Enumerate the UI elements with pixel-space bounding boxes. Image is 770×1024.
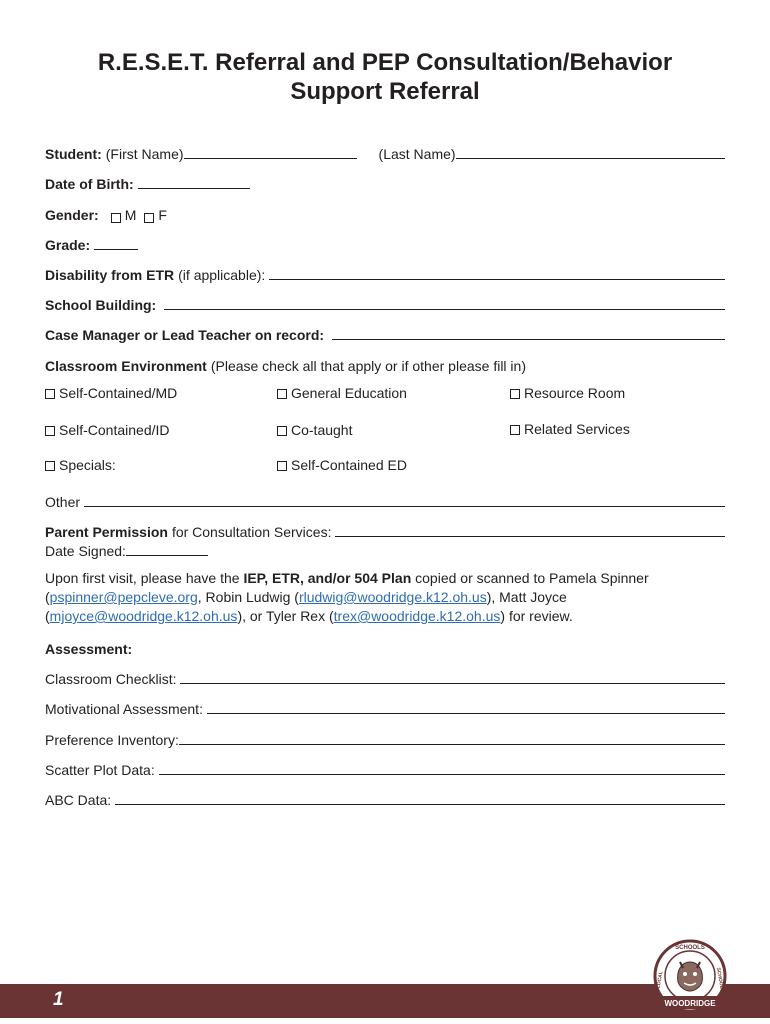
option-self-contained-ed[interactable]: Self-Contained ED <box>277 457 407 473</box>
assessment-item-label: Preference Inventory: <box>45 732 179 748</box>
email-link-spinner[interactable]: pspinner@pepcleve.org <box>49 589 198 605</box>
checkbox-icon[interactable] <box>277 426 287 436</box>
gender-label: Gender: <box>45 207 99 223</box>
option-specials[interactable]: Specials: <box>45 457 116 473</box>
school-row <box>45 293 725 313</box>
title-line-1: R.E.S.E.T. Referral and PEP Consultation/Behavior <box>97 49 673 76</box>
assessment-item-label: ABC Data: <box>45 792 112 808</box>
option-self-contained-md[interactable]: Self-Contained/MD <box>45 385 177 401</box>
first-name-label: (First Name) <box>105 146 184 162</box>
seal-right-text: SCHOOLS <box>714 967 726 993</box>
seal-bottom-text: WOODRIDGE <box>664 999 716 1008</box>
other-label: Other <box>45 494 81 510</box>
permission-label: Parent Permission <box>45 524 168 540</box>
first-name-field[interactable] <box>184 144 357 159</box>
gender-f-label: F <box>158 207 167 223</box>
permission-field[interactable] <box>335 522 725 537</box>
email-link-rex[interactable]: trex@woodridge.k12.oh.us <box>333 608 501 624</box>
woodridge-seal-logo <box>652 938 728 1018</box>
option-resource-room[interactable]: Resource Room <box>510 385 625 401</box>
permission-row <box>45 520 725 540</box>
option-general-education[interactable]: General Education <box>277 385 407 401</box>
seal-left-text: LOCAL <box>655 970 665 989</box>
scatter-plot-data-field[interactable] <box>159 760 725 775</box>
classroom-note: (Please check all that apply or if other please fill in) <box>210 358 526 374</box>
gender-m-checkbox[interactable] <box>111 213 121 223</box>
assessment-heading: Assessment: <box>45 641 133 657</box>
disability-note: (if applicable): <box>178 267 266 283</box>
disability-field[interactable] <box>269 265 725 280</box>
disability-row <box>45 263 725 283</box>
dob-row <box>45 172 725 192</box>
checkbox-icon[interactable] <box>45 426 55 436</box>
classroom-label: Classroom Environment <box>45 358 207 374</box>
checkbox-icon[interactable] <box>510 389 520 399</box>
assessment-item-label: Classroom Checklist: <box>45 671 177 687</box>
assessment-item-row <box>45 788 725 808</box>
seal-top-text: SCHOOLS <box>675 945 705 951</box>
gender-m-label: M <box>124 207 137 223</box>
option-co-taught[interactable]: Co-taught <box>277 422 352 438</box>
assessment-item-row <box>45 728 725 748</box>
disability-label: Disability from ETR <box>45 267 175 283</box>
checkbox-icon[interactable] <box>45 461 55 471</box>
page-title <box>40 48 730 106</box>
last-name-field[interactable] <box>456 144 725 159</box>
gender-row <box>45 203 725 223</box>
visit-instructions: Upon first visit, please have the IEP, ETR, and/or 504 Plan copied or scanned to Pamela Spinner (pspinner@pepcleve.org, Robin Ludwig (rludwig@woodridge.k12.oh.us), Matt Joyce (mjoyce@woodridge.k12.oh.us), or Tyler Rex (trex@woodridge.k12.oh.us) for review. <box>45 570 649 624</box>
grade-row <box>45 233 725 253</box>
assessment-item-row <box>45 758 725 778</box>
assessment-item-row <box>45 667 725 687</box>
assessment-heading-row <box>45 637 725 657</box>
assessment-item-row <box>45 697 725 717</box>
case-manager-row <box>45 323 725 343</box>
checkbox-icon[interactable] <box>510 425 520 435</box>
permission-text: for Consultation Services: <box>171 524 332 540</box>
grade-field[interactable] <box>94 235 138 250</box>
student-row <box>45 142 725 162</box>
classroom-row <box>45 354 725 374</box>
checkbox-icon[interactable] <box>277 389 287 399</box>
option-self-contained-id[interactable]: Self-Contained/ID <box>45 422 170 438</box>
assessment-item-label: Motivational Assessment: <box>45 701 203 717</box>
dob-label: Date of Birth: <box>45 176 134 192</box>
last-name-label: (Last Name) <box>378 146 456 162</box>
school-field[interactable] <box>164 295 725 310</box>
assessment-item-label: Scatter Plot Data: <box>45 762 155 778</box>
case-manager-field[interactable] <box>332 325 725 340</box>
motivational-assessment-field[interactable] <box>207 699 725 714</box>
classroom-checklist-field[interactable] <box>180 669 725 684</box>
email-link-ludwig[interactable]: rludwig@woodridge.k12.oh.us <box>298 589 487 605</box>
abc-data-field[interactable] <box>115 790 725 805</box>
school-label: School Building: <box>45 297 157 313</box>
gender-f-checkbox[interactable] <box>144 213 154 223</box>
date-signed-label: Date Signed: <box>45 543 126 559</box>
date-signed-field[interactable] <box>126 541 208 556</box>
preference-inventory-field[interactable] <box>179 730 725 745</box>
title-line-2: Support Referral <box>290 78 480 105</box>
option-related-services[interactable]: Related Services <box>510 421 630 437</box>
grade-label: Grade: <box>45 237 91 253</box>
dob-field[interactable] <box>138 174 250 189</box>
case-manager-label: Case Manager or Lead Teacher on record: <box>45 327 325 343</box>
checkbox-icon[interactable] <box>45 389 55 399</box>
email-link-joyce[interactable]: mjoyce@woodridge.k12.oh.us <box>49 608 238 624</box>
other-field[interactable] <box>84 492 725 507</box>
checkbox-icon[interactable] <box>277 461 287 471</box>
date-signed-row <box>45 539 725 559</box>
page-number: 1 <box>53 989 64 1010</box>
other-row <box>45 490 725 510</box>
student-label: Student: <box>45 146 102 162</box>
